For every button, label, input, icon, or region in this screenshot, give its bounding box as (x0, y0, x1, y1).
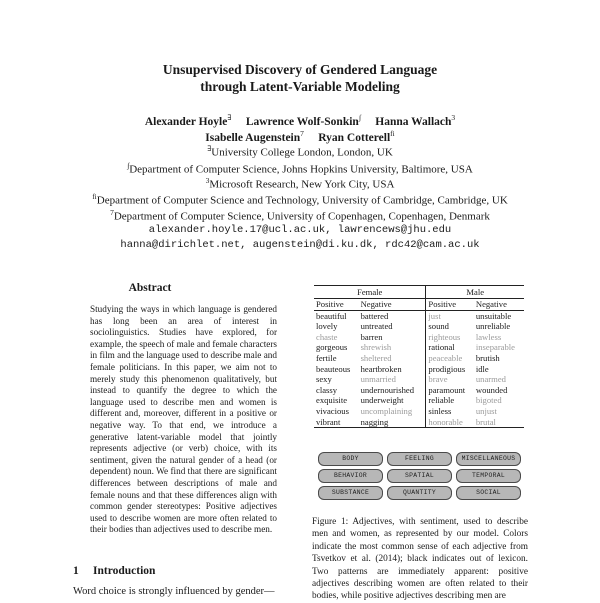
female-positive-cell: exquisite (316, 395, 348, 406)
legend-behavior: BEHAVIOR (318, 469, 383, 483)
table-row (314, 385, 524, 396)
male-negative-cell: unsuitable (475, 310, 512, 321)
male-positive-cell: rational (426, 342, 474, 353)
affiliation-text: Microsoft Research, New York City, USA (209, 178, 395, 191)
male-negative-cell: unjust (475, 405, 497, 416)
abstract-heading: Abstract (128, 282, 172, 294)
section-number: 1 (73, 565, 79, 577)
male-positive-cell: just (426, 310, 474, 321)
male-positive-cell: reliable (426, 395, 474, 406)
author-name: Lawrence Wolf-Sonkin (245, 115, 359, 128)
author-mark: 7 (300, 129, 304, 138)
affiliation-mark: ∃ (207, 144, 212, 153)
affiliation-mark: ∫ (127, 161, 130, 170)
table-row (314, 364, 524, 375)
legend-temporal: TEMPORAL (456, 469, 521, 483)
female-negative-cell: shrewish (360, 342, 392, 353)
author-mark: 3 (451, 113, 456, 122)
male-negative-cell: unarmed (475, 374, 506, 385)
female-negative-cell: battered (360, 310, 389, 321)
affiliation-text: Department of Computer Science, University of Copenhagen, Copenhagen, Denmark (113, 210, 490, 223)
col-female-positive: Positive (314, 299, 359, 311)
affiliation-text: Department of Computer Science, Johns Hopkins University, Baltimore, USA (129, 163, 473, 176)
male-positive-cell: sinless (426, 406, 474, 417)
female-positive-cell: classy (316, 384, 338, 395)
legend-substance: SUBSTANCE (318, 486, 383, 500)
male-negative-cell: brutal (474, 417, 524, 428)
legend-miscellaneous: MISCELLANEOUS (456, 452, 521, 466)
group-male: Male (426, 286, 524, 299)
legend-body: BODY (318, 452, 383, 466)
male-positive-cell: paramount (426, 385, 474, 396)
author-name: Isabelle Augenstein (205, 131, 301, 144)
female-negative-cell: heartbroken (360, 363, 402, 374)
author-mark: fi (390, 129, 395, 138)
affiliation (0, 161, 600, 176)
title-line-2: through Latent-Variable Modeling (200, 79, 400, 94)
table-row (314, 406, 524, 417)
affiliation-mark: fi (92, 192, 97, 201)
female-negative-cell: sheltered (360, 352, 392, 363)
legend-social: SOCIAL (456, 486, 521, 500)
section-heading (73, 565, 155, 577)
male-negative-cell: unreliable (475, 321, 511, 332)
author-name: Alexander Hoyle (144, 115, 228, 128)
male-positive-cell: honorable (426, 417, 474, 428)
adjective-table (314, 285, 524, 428)
female-positive-cell: beautiful (316, 310, 347, 321)
female-negative-cell: uncomplaining (360, 405, 413, 416)
female-negative-cell: nagging (359, 417, 426, 428)
author-name: Ryan Cotterell (318, 131, 391, 144)
table-row (314, 374, 524, 385)
abstract-text: Studying the ways in which language is gendered has long been an area of interest in sociolinguistics. Studies have explored, for example, the speech of male and female characters in film and the language used to describe male and female politicians. In this paper, we aim not to merely study this phenomenon qualitatively, but instead to quantify the degree to which the language used to describe men and women is different and, moreover, different in a positive or negative way. To that end, we introduce a generative latent-variable model that jointly represents adjective (or verb) choice, with its sentiment, given the natural gender of a head (or dependent) noun. We find that there are significant differences between descriptions of male and female nouns and that these differences align with common gender stereotypes: Positive adjectives used to describe women are more often related to their bodies than adjectives used to describe men. (90, 304, 277, 535)
female-positive-cell: vivacious (316, 405, 349, 416)
affiliation (0, 192, 600, 207)
col-female-negative: Negative (359, 299, 426, 311)
female-positive-cell: beauteous (316, 363, 351, 374)
legend-feeling: FEELING (387, 452, 452, 466)
affiliation-text: Department of Computer Science and Technology, University of Cambridge, Cambridge, UK (96, 194, 508, 207)
affiliation (0, 144, 600, 159)
table-body (314, 310, 524, 428)
paper-title (0, 61, 600, 95)
table-group-header (314, 286, 524, 299)
email-line-2: hanna@dirichlet.net, augenstein@di.ku.dk, rdc42@cam.ac.uk (120, 239, 480, 251)
affiliation (0, 176, 600, 191)
table-row (314, 321, 524, 332)
legend-spatial: SPATIAL (387, 469, 452, 483)
author-mark: ∫ (358, 113, 361, 122)
affiliation-mark: 7 (110, 208, 114, 217)
table-row (314, 342, 524, 353)
table-row (314, 332, 524, 343)
table-row (314, 395, 524, 406)
male-negative-cell: brutish (475, 352, 500, 363)
male-positive-cell: brave (426, 374, 474, 385)
male-negative-cell: lawless (475, 331, 502, 342)
table-column-header (314, 299, 524, 311)
male-positive-cell: righteous (426, 332, 474, 343)
figure-caption: Figure 1: Adjectives, with sentiment, used to describe men and women, as represented by our model. Colors indicate the most common sense of each adjective from Tsvetkov et al. (2014); black indicates out of lexicon. Two patterns are immediately apparent: positive adjectives describing women are often related to their bodies, while positive adjectives describing men are (312, 517, 528, 602)
author-mark: ∃ (227, 113, 232, 122)
male-negative-cell: idle (475, 363, 489, 374)
table-row (314, 310, 524, 321)
female-negative-cell: undernourished (360, 384, 415, 395)
female-negative-cell: underweight (360, 395, 404, 406)
female-positive-cell: vibrant (314, 417, 359, 428)
female-positive-cell: sexy (316, 374, 332, 385)
col-male-negative: Negative (474, 299, 524, 311)
male-positive-cell: sound (426, 321, 474, 332)
affiliation (0, 208, 600, 223)
female-negative-cell: barren (360, 331, 383, 342)
male-negative-cell: wounded (475, 384, 508, 395)
female-positive-cell: lovely (316, 321, 338, 332)
col-male-positive: Positive (426, 299, 474, 311)
section-title: Introduction (93, 565, 156, 577)
group-female: Female (314, 286, 426, 299)
female-negative-cell: untreated (360, 321, 393, 332)
female-positive-cell: fertile (316, 352, 337, 363)
female-positive-cell: gorgeous (316, 342, 348, 353)
email-line-1: alexander.hoyle.17@ucl.ac.uk, lawrencews@jhu.edu (148, 224, 452, 236)
female-negative-cell: unmarried (360, 374, 396, 385)
male-negative-cell: inseparable (475, 342, 515, 353)
intro-first-line: Word choice is strongly influenced by gender— (73, 586, 275, 597)
abstract-body (90, 304, 277, 536)
author-line-1 (0, 113, 600, 128)
legend-quantity: QUANTITY (387, 486, 452, 500)
title-line-1: Unsupervised Discovery of Gendered Language (162, 62, 438, 77)
male-positive-cell: prodigious (426, 364, 474, 375)
male-negative-cell: bigoted (475, 395, 502, 406)
author-line-2 (0, 129, 600, 144)
male-positive-cell: peaceable (426, 353, 474, 364)
affiliation-text: University College London, London, UK (211, 146, 393, 159)
table-row (314, 353, 524, 364)
female-positive-cell: chaste (316, 331, 338, 342)
table-row (314, 417, 524, 428)
affiliation-mark: 3 (205, 176, 210, 185)
author-name: Hanna Wallach (375, 115, 452, 128)
